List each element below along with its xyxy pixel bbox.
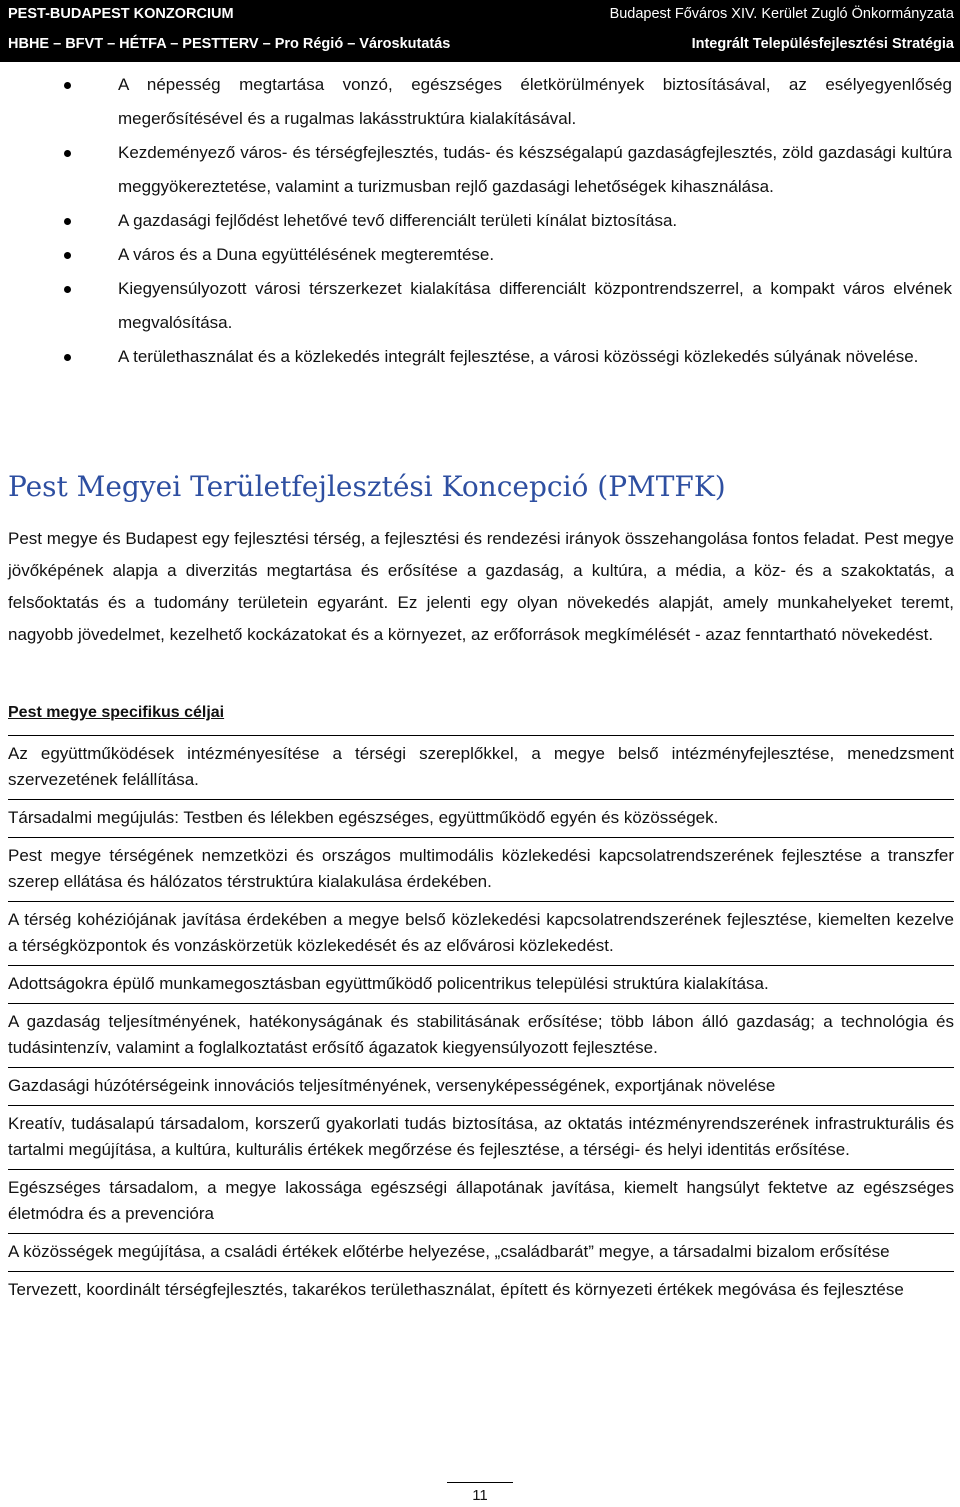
bullet-icon: [64, 82, 71, 89]
bullet-item: Kiegyensúlyozott városi térszerkezet kialakítása differenciált központrendszerrel, a kompakt város elvének megvalósítása.: [0, 272, 960, 340]
intro-paragraph: Pest megye és Budapest egy fejlesztési térség, a fejlesztési és rendezési irányok összehangolása fontos feladat. Pest megye jövőképének alapja a diverzitás megtartása és erősítése a gazdaság, a kultúra, a média, a köz- és a szakoktatás, a felsőoktatás és a tudomány területein egyaránt. Ez jelenti egy olyan növekedés alapját, amely munkahelyeket teremt, nagyobb jövedelmet, kezelhető kockázatokat és a környezet, az erőforrások megkímélését - azaz fenntartható növekedést.: [8, 529, 954, 644]
goal-item: A térség kohéziójának javítása érdekében a megye belső közlekedési kapcsolatrendszerének fejlesztése, kiemelten kezelve a térségközpontok és vonzáskörzetük közlekedését és az elővárosi közlekedést.: [8, 901, 954, 965]
goal-item: Társadalmi megújulás: Testben és lélekben egészséges, együttműködő egyén és közösségek.: [8, 799, 954, 837]
header-document-title: Integrált Településfejlesztési Stratégia: [691, 36, 954, 52]
page-number: 11: [472, 1487, 488, 1504]
header-municipality: Budapest Főváros XIV. Kerület Zugló Önkormányzata: [609, 6, 954, 22]
bullet-item: A népesség megtartása vonzó, egészséges életkörülmények biztosításával, az esélyegyenlőség megerősítésével és a rugalmas lakásstruktúra kialakításával.: [0, 68, 960, 136]
bullet-icon: [64, 218, 71, 225]
goal-item: Pest megye térségének nemzetközi és országos multimodális közlekedési kapcsolatrendszerének fejlesztése a transzfer szerep ellátása és hálózatos térstruktúra kialakulása érdekében.: [8, 837, 954, 901]
bullet-item: Kezdeményező város- és térségfejlesztés, tudás- és készségalapú gazdaságfejlesztés, zöld gazdasági kultúra meggyökereztetése, valamint a turizmusban rejlő gazdasági lehetőségek kihasználása.: [0, 136, 960, 204]
bullet-icon: [64, 252, 71, 259]
goal-item: A közösségek megújítása, a családi értékek előtérbe helyezése, „családbarát” megye, a társadalmi bizalom erősítése: [8, 1233, 954, 1271]
goal-item: A gazdaság teljesítményének, hatékonyságának és stabilitásának erősítése; több lábon álló gazdaság; a technológia és tudásintenzív, valamint a foglalkoztatást erősítő ágazatok kiegyensúlyozott fejlesztése.: [8, 1003, 954, 1067]
bullet-icon: [64, 286, 71, 293]
section-title: Pest Megyei Területfejlesztési Koncepció (PMTFK): [8, 470, 726, 503]
goal-item: Az együttműködések intézményesítése a térségi szereplőkkel, a megye belső intézményfejlesztése, menedzsment szervezetének felállítása.: [8, 735, 954, 799]
header-consortium: PEST-BUDAPEST KONZORCIUM: [8, 6, 234, 22]
footer-divider: [447, 1482, 513, 1483]
goal-item: Kreatív, tudásalapú társadalom, korszerű gyakorlati tudás biztosítása, az oktatás intézményrendszerének infrastrukturális és tartalmi megújítása, a kultúra, kulturális értékek megőrzése és fejlesztése, a térségi- és helyi identitás erősítése.: [8, 1105, 954, 1169]
goal-item: Tervezett, koordinált térségfejlesztés, takarékos területhasználat, épített és környezeti értékek megóvása és fejlesztése: [8, 1271, 954, 1309]
goal-item: Gazdasági húzótérségeink innovációs teljesítményének, versenyképességének, exportjának növelése: [8, 1067, 954, 1105]
bullet-icon: [64, 354, 71, 361]
goals-list: [8, 735, 954, 1309]
goal-item: Adottságokra épülő munkamegosztásban együttműködő policentrikus települési struktúra kialakítása.: [8, 965, 954, 1003]
bullet-list: [0, 68, 960, 374]
bullet-icon: [64, 150, 71, 157]
subheading: Pest megye specifikus céljai: [8, 704, 225, 721]
bullet-item: A gazdasági fejlődést lehetővé tevő differenciált területi kínálat biztosítása.: [0, 204, 960, 238]
bullet-item: A területhasználat és a közlekedés integrált fejlesztése, a városi közösségi közlekedés súlyának növelése.: [0, 340, 960, 374]
page-header: [0, 0, 960, 62]
goal-item: Egészséges társadalom, a megye lakossága egészségi állapotának javítása, kiemelt hangsúlyt fektetve az egészséges életmódra és a prevencióra: [8, 1169, 954, 1233]
bullet-item: A város és a Duna együttélésének megteremtése.: [0, 238, 960, 272]
header-partners: HBHE – BFVT – HÉTFA – PESTTERV – Pro Régió – Városkutatás: [8, 36, 451, 52]
